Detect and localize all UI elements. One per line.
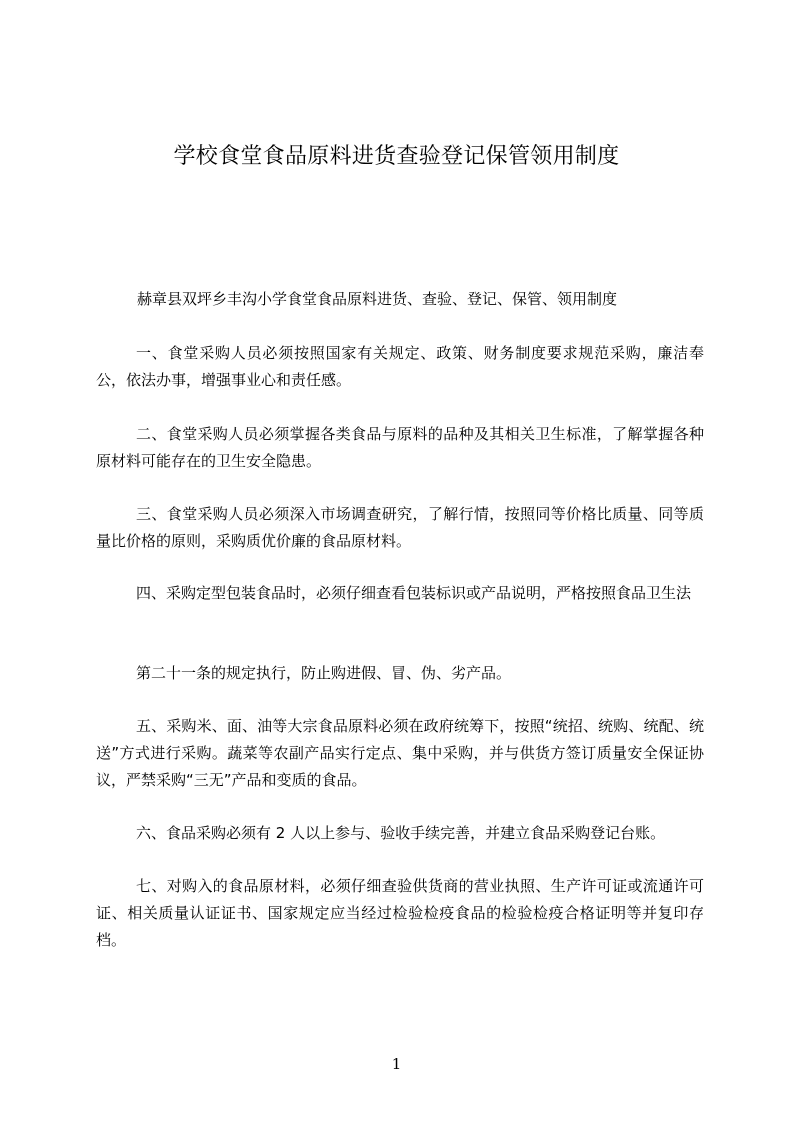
- paragraph-5: 五、采购米、面、油等大宗食品原料必须在政府统筹下，按照“统招、统购、统配、统送”方式进行采购。蔬菜等农副产品实行定点、集中采购，并与供货方签订质量安全保证协议，严禁采购“三无”产品和变质的食品。: [96, 717, 704, 789]
- document-subtitle: 赫章县双坪乡丰沟小学食堂食品原料进货、查验、登记、保管、领用制度: [137, 290, 618, 308]
- page-number: 1: [391, 1055, 402, 1073]
- paragraph-7: 七、对购入的食品原材料，必须仔细查验供货商的营业执照、生产许可证或流通许可证、相关质量认证证书、国家规定应当经过检验检疫食品的检验检疫合格证明等并复印存档。: [96, 877, 704, 949]
- paragraph-3: 三、食堂采购人员必须深入市场调查研究，了解行情，按照同等价格比质量、同等质量比价格的原则，采购质优价廉的食品原材料。: [96, 505, 704, 550]
- paragraph-4: 四、采购定型包装食品时，必须仔细查看包装标识或产品说明，严格按照食品卫生法: [136, 584, 692, 602]
- paragraph-1: 一、食堂采购人员必须按照国家有关规定、政策、财务制度要求规范采购，廉洁奉公，依法办事，增强事业心和责任感。: [96, 344, 704, 389]
- paragraph-2: 二、食堂采购人员必须掌握各类食品与原料的品种及其相关卫生标准，了解掌握各种原材料可能存在的卫生安全隐患。: [96, 425, 704, 470]
- paragraph-4-continuation: 第二十一条的规定执行，防止购进假、冒、伪、劣产品。: [136, 664, 512, 682]
- paragraph-6: 六、食品采购必须有 2 人以上参与、验收手续完善，并建立食品采购登记台账。: [136, 824, 666, 842]
- document-title: 学校食堂食品原料进货查验登记保管领用制度: [173, 144, 620, 169]
